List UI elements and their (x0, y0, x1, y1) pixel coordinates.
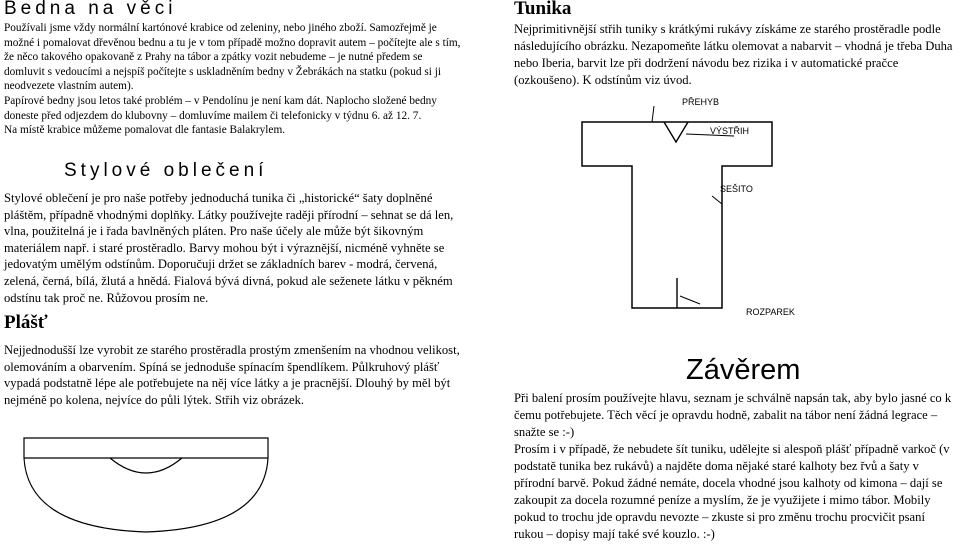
zaver-heading: Závěrem (686, 354, 801, 386)
zaver-paragraph-2: Prosím i v případě, že nebudete šít tuniku, udělejte si alespoň plášť případně varkoč (v podstatě tunika bez rukávů) a najděte doma nějaké staré kalhoty bez řvů a šaty v přírodní barvě. Pokud žádné nemáte, docela vhodné jsou kalhoty od kimona – dají se zakoupit za docela rozumné peníze a myslím, že je využijete i mimo tábor. Mobily pokud to trochu jde opravdu nevozte – zkuste si pro změnu trochu procvičit psaní rukou – dopisy mají také své kouzlo. :-) (514, 442, 950, 541)
section-zaver (514, 354, 954, 543)
tunic-pattern-diagram (524, 96, 824, 346)
tunika-heading: Tunika (514, 0, 572, 19)
zaver-paragraph-1: Při balení prosím používejte hlavu, seznam je schválně napsán tak, aby bylo jasné co k čemu potřebujete. Těch věcí je opravdu hodně, zabalit na tábor není žádná legrace – snažte se :-) (514, 391, 952, 439)
bedna-paragraph-2: Papírové bedny jsou letos také problém – v Pendolínu je není kam dát. Naplocho složené bedny doneste před odjezdem do klubovny – domluvíme mailem či telefonicky v týdnu 6. až 12. 7. (4, 94, 437, 122)
label-neck: VÝSTŘIH (710, 126, 750, 136)
bedna-paragraph-3: Na místě krabice můžeme pomalovat dle fantasie Balakrylem. (4, 124, 286, 137)
cloak-neck-arc (110, 458, 182, 473)
label-fold: PŘEHYB (682, 97, 720, 107)
oblek-heading: Stylové oblečení (64, 160, 268, 181)
bedna-paragraph-1: Používali jsme vždy normální kartónové krabice od zeleniny, nebo jiného zboží. Samozřejmě je možné i pomalovat dřevěnou bednu a tu je v tom případě možno dopravit autem – počítejte ale s tím, že něco takového opakovaně z Prahy na tábor a zpátky vozit nebudeme – je nutné předem se domluvit s vedoucími a nejspíš počítejte s uskladněním bedny v Žebrákách na statku (pokud si ji neodvezete vlastním autem). (4, 22, 461, 93)
bedna-heading: Bedna na věci (4, 0, 177, 19)
section-tunika (514, 0, 954, 89)
section-plast (4, 312, 464, 408)
plast-text: Nejjednodušší lze vyrobit ze starého prostěradla prostým zmenšením na vhodnou velikost, olemováním a obarvením. Spíná se jednoduše spínacím špendlíkem. Půlkruhový plášť vypadá podstatně lépe ale potřebujete na něj více látky a je pracnější. Dlouhý by měl být nejméně po kolena, nejvíce do půli lýtek. Střih viz obrázek. (4, 343, 460, 407)
plast-heading: Plášť (4, 312, 48, 333)
cloak-pattern-diagram (6, 432, 276, 542)
section-oblek (4, 160, 464, 306)
oblek-text: Stylové oblečení je pro naše potřeby jednoduchá tunika či „historické“ šaty doplněné pláštěm, případně vhodnými doplňky. Látky používejte raději přírodní – sehnat se dá len, vlna, použitelná je i řada bavlněných pláten. Pro naše účely ale může být šikovným materiálem např. i staré prostěradlo. Barvy mohou být i výraznější, nicméně vyhněte se jedovatým umělým odstínům. Doporučuji držet se základních barev - modrá, červená, zelená, černá, bílá, žlutá a hnědá. Fialová bývá divná, pokud ale seženete látku v pěkném odstínu tak proč ne. Růžovou prosím ne. (4, 191, 454, 305)
label-sewn: SEŠITO (720, 184, 753, 194)
tunika-text: Nejprimitivnější střih tuniky s krátkými rukávy získáme ze starého prostěradle podle následujícího obrázku. Nezapomeňte látku olemovat a nabarvit – vhodná je třeba Duha nebo Iberia, barvit lze při dodržení návodu bez rizika i v automatické pračce (ozkoušeno). K odstínům viz úvod. (514, 22, 953, 87)
section-bedna (4, 0, 464, 138)
label-slit: ROZPAREK (746, 307, 795, 317)
tunic-neck (664, 122, 688, 142)
cloak-outline (24, 438, 268, 532)
